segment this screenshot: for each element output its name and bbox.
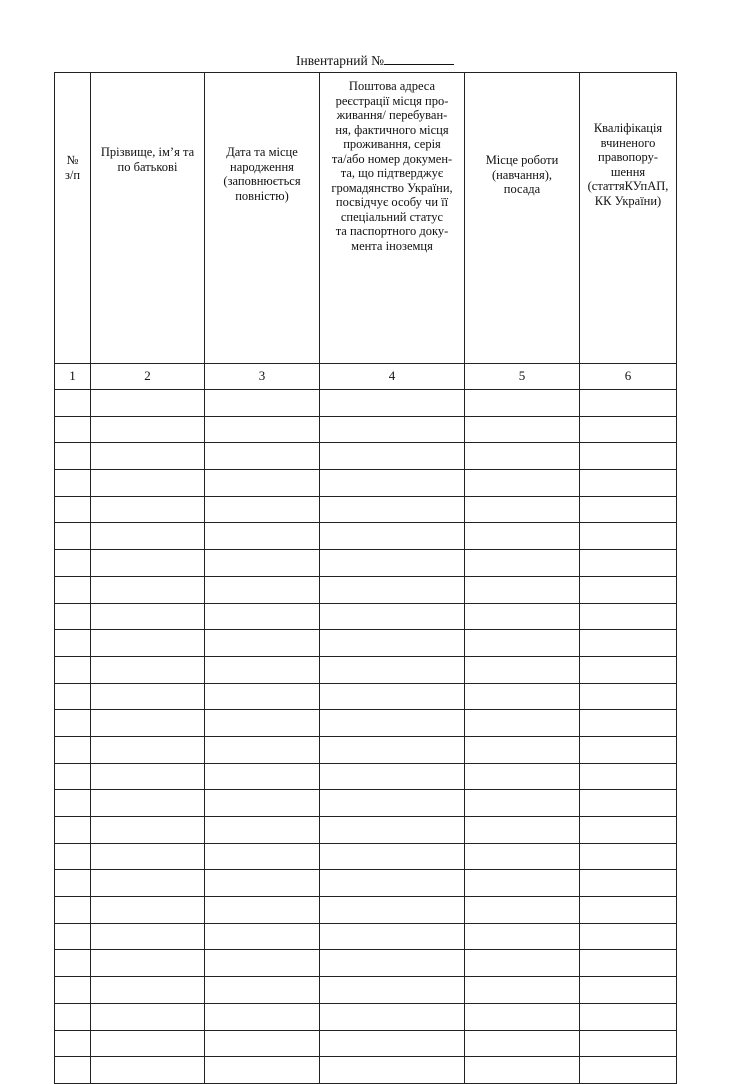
table-cell[interactable] [580,443,677,470]
table-row [55,950,677,977]
table-cell[interactable] [580,790,677,817]
table-cell[interactable] [320,897,465,924]
table-cell[interactable] [91,790,205,817]
table-cell[interactable] [91,870,205,897]
table-cell[interactable] [465,656,580,683]
register-table [54,72,677,1084]
table-cell[interactable] [320,763,465,790]
table-cell[interactable] [465,843,580,870]
table-cell[interactable] [91,897,205,924]
table-cell[interactable] [91,523,205,550]
table-cell[interactable] [55,470,91,497]
table-cell[interactable] [205,550,320,577]
table-cell[interactable] [55,683,91,710]
table-cell[interactable] [580,923,677,950]
table-cell[interactable] [55,736,91,763]
table-cell[interactable] [55,710,91,737]
table-cell[interactable] [205,523,320,550]
table-cell[interactable] [205,736,320,763]
table-cell[interactable] [465,817,580,844]
table-cell[interactable] [91,763,205,790]
table-cell[interactable] [55,950,91,977]
table-cell[interactable] [55,923,91,950]
table-cell[interactable] [205,763,320,790]
inventory-number-line [0,52,750,69]
table-cell[interactable] [205,923,320,950]
table-cell[interactable] [55,790,91,817]
table-cell[interactable] [580,950,677,977]
table-cell[interactable] [91,630,205,657]
col-number: 1 [55,364,91,390]
table-cell[interactable] [320,496,465,523]
table-cell[interactable] [91,736,205,763]
table-cell[interactable] [320,1030,465,1057]
table-cell[interactable] [91,550,205,577]
table-cell[interactable] [205,817,320,844]
table-cell[interactable] [320,576,465,603]
table-cell[interactable] [320,870,465,897]
table-cell[interactable] [465,630,580,657]
table-cell[interactable] [465,550,580,577]
col-number: 5 [465,364,580,390]
table-cell[interactable] [465,977,580,1004]
table-row [55,817,677,844]
table-cell[interactable] [205,790,320,817]
table-cell[interactable] [580,630,677,657]
table-cell[interactable] [91,470,205,497]
col-header-birth: Дата та місце народження (заповнюється повністю) [205,73,320,364]
table-cell[interactable] [55,870,91,897]
table-cell[interactable] [320,656,465,683]
col-header-address: Поштова адреса реєстрації місця про- живання/ перебуван- ня, фактичного місця проживання, серія та/або номер докумен- та, що підтверджує громадянство України, посвідчує особу чи її спеціальний статус та паспортного доку- мента іноземця [320,73,465,364]
table-cell[interactable] [580,496,677,523]
col-number: 3 [205,364,320,390]
table-cell[interactable] [580,416,677,443]
table-cell[interactable] [320,390,465,417]
table-row [55,736,677,763]
table-cell[interactable] [205,950,320,977]
table-row [55,683,677,710]
table-cell[interactable] [320,683,465,710]
table-cell[interactable] [205,443,320,470]
col-header-full-name: Прізвище, ім’я та по батькові [91,73,205,364]
table-cell[interactable] [320,710,465,737]
table-cell[interactable] [55,1030,91,1057]
column-number-row [55,364,677,390]
table-row [55,1030,677,1057]
table-cell[interactable] [580,390,677,417]
col-header-workplace: Місце роботи (навчання), посада [465,73,580,364]
table-cell[interactable] [320,843,465,870]
table-cell[interactable] [55,630,91,657]
table-cell[interactable] [465,390,580,417]
table-cell[interactable] [580,870,677,897]
table-row [55,790,677,817]
table-cell[interactable] [205,1030,320,1057]
table-cell[interactable] [580,710,677,737]
table-row [55,443,677,470]
table-cell[interactable] [91,496,205,523]
table-cell[interactable] [55,443,91,470]
table-cell[interactable] [91,843,205,870]
table-row [55,496,677,523]
table-cell[interactable] [91,977,205,1004]
table-cell[interactable] [320,977,465,1004]
table-cell[interactable] [205,416,320,443]
table-cell[interactable] [320,470,465,497]
table-row [55,470,677,497]
table-cell[interactable] [320,416,465,443]
table-row [55,1003,677,1030]
table-row [55,656,677,683]
table-cell[interactable] [465,496,580,523]
table-cell[interactable] [465,870,580,897]
table-cell[interactable] [91,710,205,737]
table-row [55,763,677,790]
table-cell[interactable] [465,950,580,977]
table-cell[interactable] [205,576,320,603]
table-cell[interactable] [580,550,677,577]
table-cell[interactable] [55,390,91,417]
inventory-number-blank[interactable] [384,52,454,65]
table-cell[interactable] [91,1003,205,1030]
col-header-number: № з/п [55,73,91,364]
inventory-label: Інвентарний № [296,53,384,68]
table-row [55,630,677,657]
table-cell[interactable] [580,736,677,763]
table-cell[interactable] [465,1003,580,1030]
table-cell[interactable] [205,977,320,1004]
table-cell[interactable] [465,603,580,630]
table-row [55,977,677,1004]
table-row [55,897,677,924]
table-cell[interactable] [205,710,320,737]
table-cell[interactable] [465,523,580,550]
col-number: 2 [91,364,205,390]
table-cell[interactable] [465,683,580,710]
table-cell[interactable] [465,416,580,443]
table-cell[interactable] [465,923,580,950]
table-cell[interactable] [205,897,320,924]
table-body [55,390,677,1084]
table-cell[interactable] [580,683,677,710]
table-cell[interactable] [55,550,91,577]
table-cell[interactable] [580,470,677,497]
table-cell[interactable] [320,550,465,577]
table-row [55,523,677,550]
table-cell[interactable] [580,576,677,603]
table-cell[interactable] [205,870,320,897]
table-cell[interactable] [55,496,91,523]
col-number: 4 [320,364,465,390]
table-cell[interactable] [465,443,580,470]
table-cell[interactable] [55,897,91,924]
table-cell[interactable] [465,897,580,924]
table-cell[interactable] [91,1030,205,1057]
table-cell[interactable] [91,443,205,470]
table-cell[interactable] [320,950,465,977]
table-cell[interactable] [91,416,205,443]
table-cell[interactable] [205,1003,320,1030]
table-cell[interactable] [91,817,205,844]
table-cell[interactable] [580,897,677,924]
table-cell[interactable] [55,977,91,1004]
table-cell[interactable] [91,390,205,417]
table-cell[interactable] [580,843,677,870]
table-cell[interactable] [91,656,205,683]
table-cell[interactable] [55,603,91,630]
table-row [55,923,677,950]
table-cell[interactable] [55,523,91,550]
table-row [55,710,677,737]
table-row [55,550,677,577]
table-cell[interactable] [465,1030,580,1057]
table-cell[interactable] [580,817,677,844]
table-cell[interactable] [320,443,465,470]
table-cell[interactable] [320,736,465,763]
table-cell[interactable] [55,843,91,870]
table-row [55,843,677,870]
table-cell[interactable] [580,1030,677,1057]
table-cell[interactable] [205,683,320,710]
table-cell[interactable] [91,950,205,977]
table-cell[interactable] [320,1003,465,1030]
table-cell[interactable] [465,763,580,790]
table-cell[interactable] [320,790,465,817]
table-cell[interactable] [320,523,465,550]
table-cell[interactable] [465,710,580,737]
table-cell[interactable] [320,603,465,630]
table-cell[interactable] [55,817,91,844]
table-cell[interactable] [91,923,205,950]
header-row [55,73,677,364]
table-cell[interactable] [580,656,677,683]
table-cell[interactable] [55,656,91,683]
col-header-offense: Кваліфікація вчиненого правопору- шення (статтяКУпАП, КК України) [580,73,677,364]
table-cell[interactable] [55,416,91,443]
table-cell[interactable] [55,763,91,790]
table-cell[interactable] [55,576,91,603]
table-cell[interactable] [91,683,205,710]
table-cell[interactable] [580,977,677,1004]
table-cell[interactable] [465,736,580,763]
table-cell[interactable] [580,763,677,790]
table-row [55,603,677,630]
table-cell[interactable] [205,390,320,417]
table-row [55,416,677,443]
table-cell[interactable] [55,1003,91,1030]
table-cell[interactable] [205,470,320,497]
table-cell[interactable] [205,630,320,657]
table-cell[interactable] [91,603,205,630]
table-cell[interactable] [465,470,580,497]
table-cell[interactable] [320,817,465,844]
table-cell[interactable] [580,523,677,550]
table-cell[interactable] [465,790,580,817]
table-cell[interactable] [91,576,205,603]
table-cell[interactable] [320,923,465,950]
table-cell[interactable] [580,1003,677,1030]
table-cell[interactable] [205,496,320,523]
table-cell[interactable] [205,656,320,683]
table-row [55,870,677,897]
col-number: 6 [580,364,677,390]
table-row [55,576,677,603]
table-cell[interactable] [580,603,677,630]
table-cell[interactable] [465,576,580,603]
table-cell[interactable] [320,630,465,657]
table-cell[interactable] [205,603,320,630]
table-row [55,390,677,417]
table-cell[interactable] [205,843,320,870]
